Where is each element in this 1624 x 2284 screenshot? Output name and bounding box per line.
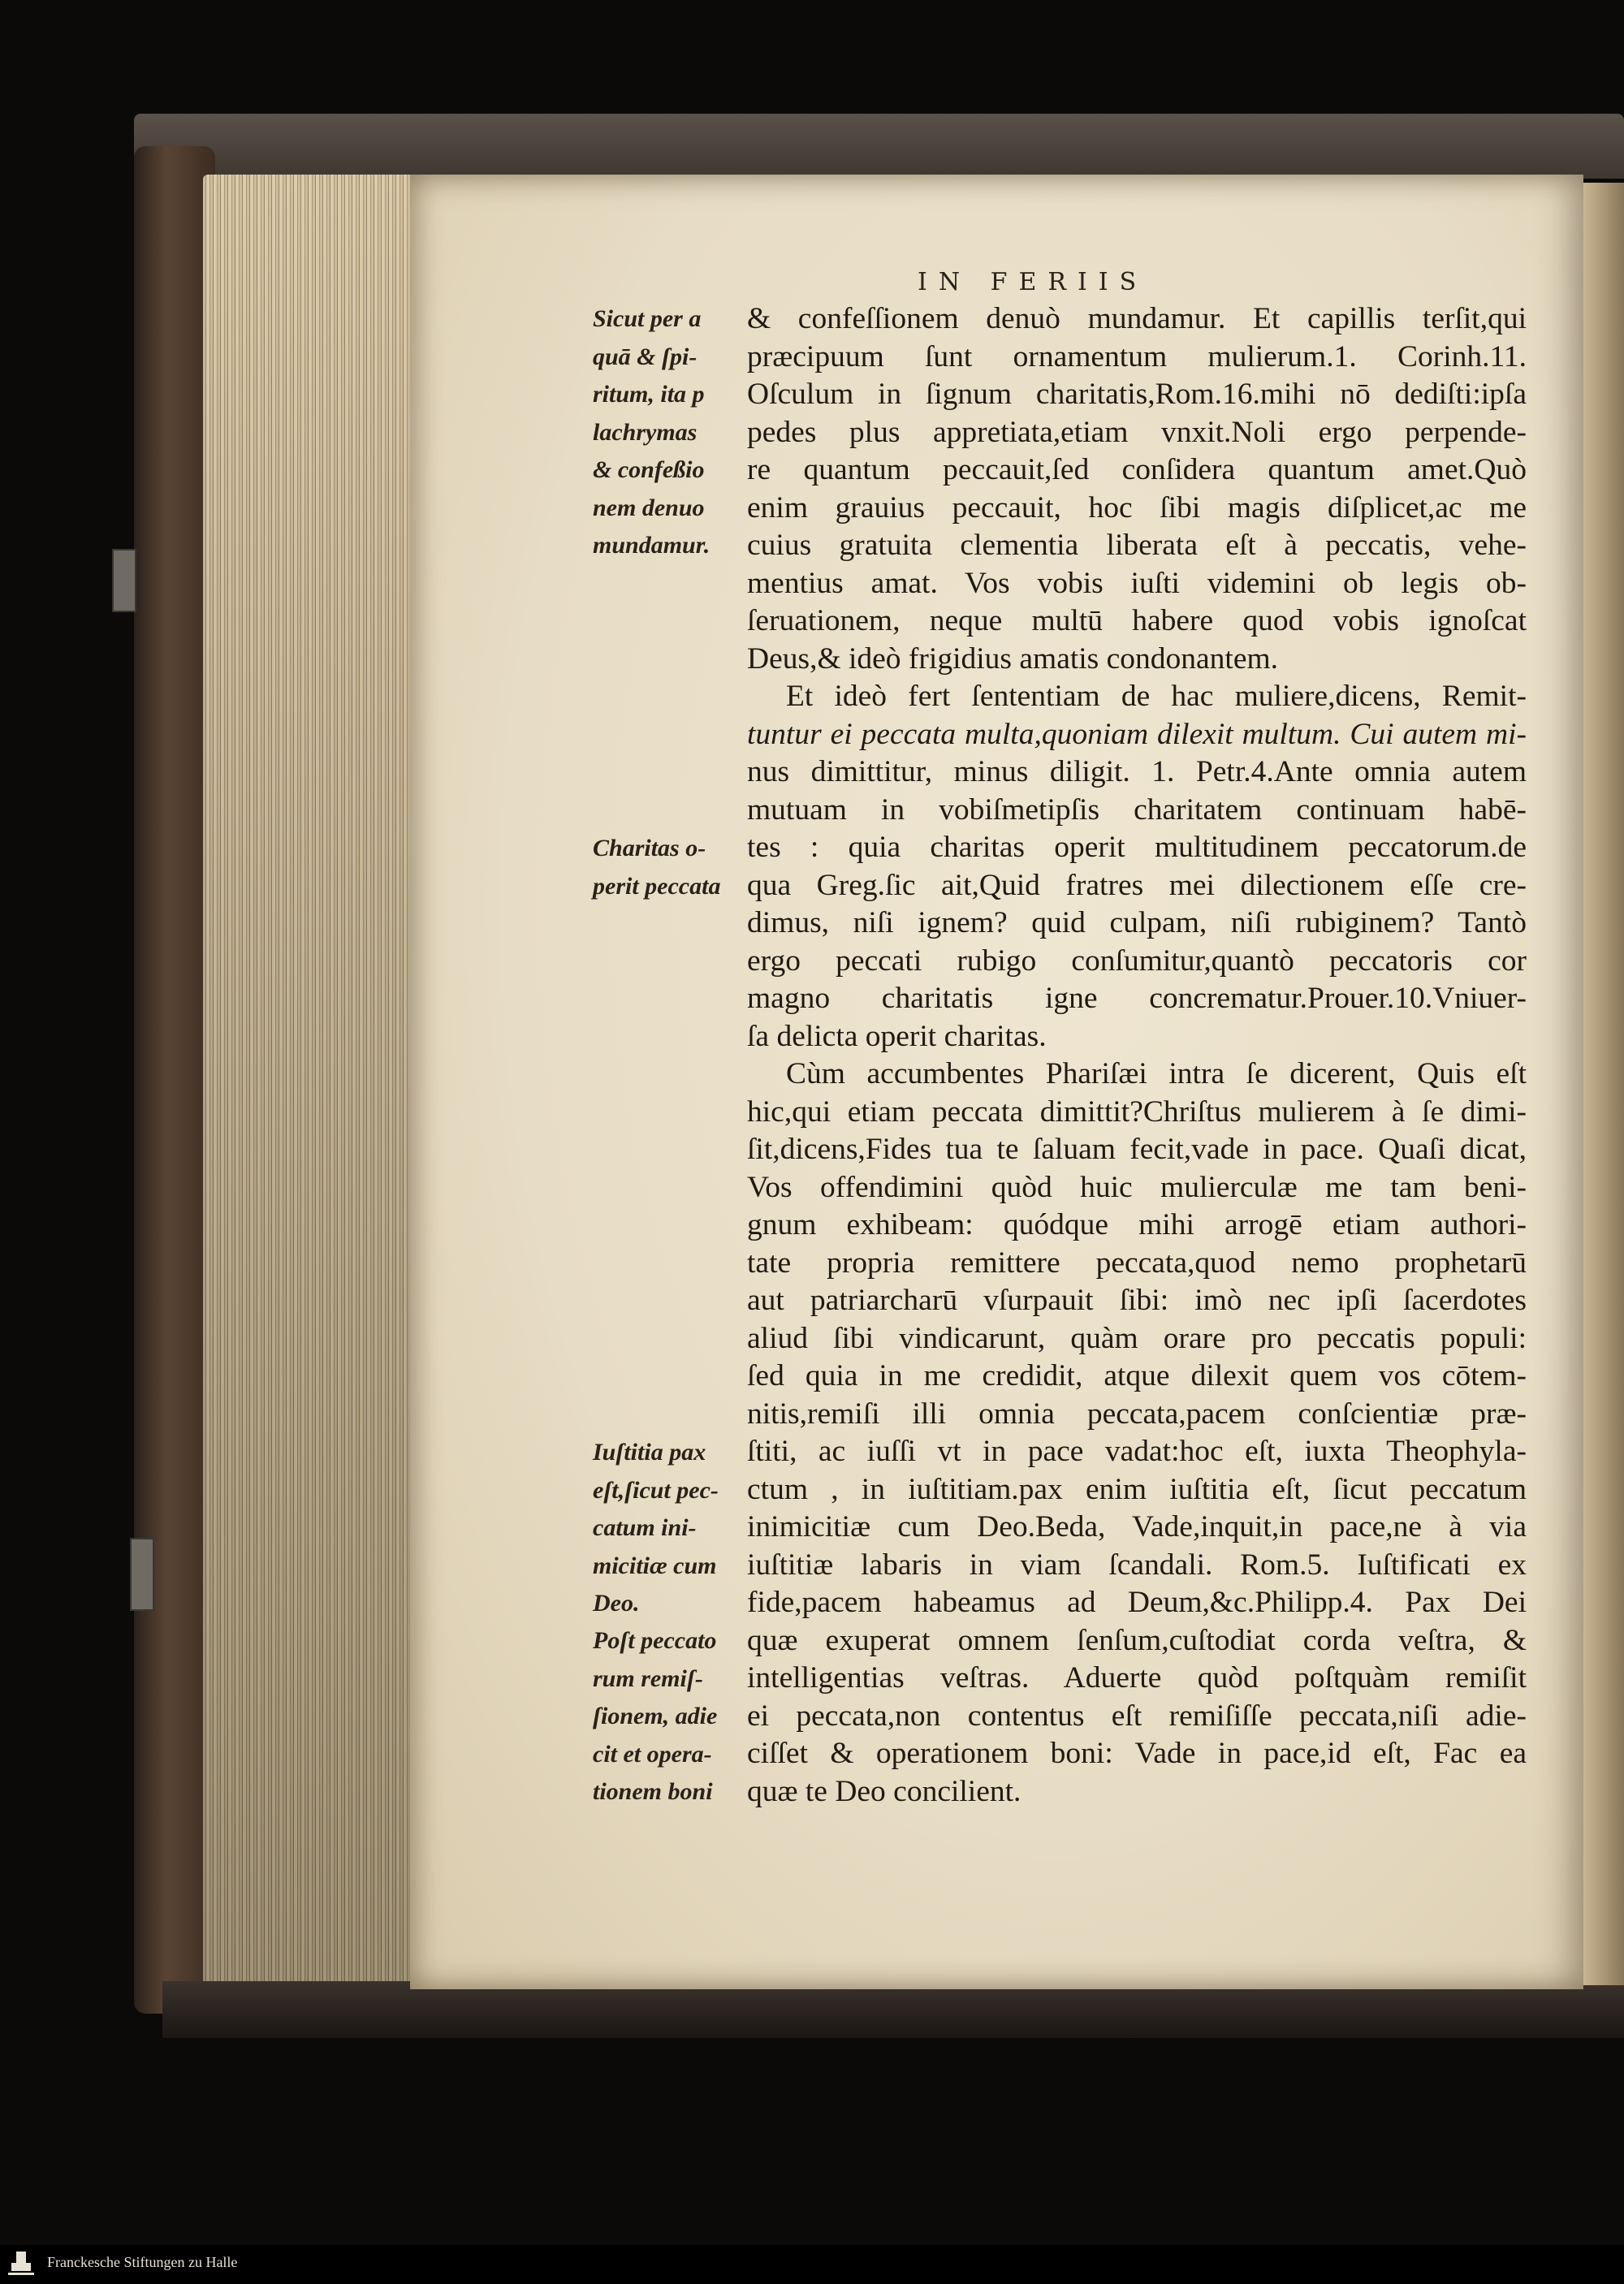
text-line: ſtiti, ac iuſſi vt in pace vadat:hoc eſt, iuxta Theophyla-: [747, 1435, 1527, 1468]
text-line: hic,qui etiam peccata dimittit?Chriſtus mulierem à ſe dimi-: [747, 1095, 1527, 1129]
text-line: qua Greg.ſic ait,Quid fratres mei dilectionem eſſe cre-: [747, 868, 1527, 902]
text-line: re quantum peccauit,ſed conſidera quantum amet.Quò: [747, 453, 1527, 486]
text-line: & confeſſionem denuò mundamur. Et capillis terſit,qui: [747, 302, 1527, 335]
marginal-line: mundamur.: [593, 532, 710, 559]
marginal-line: ritum, ita p: [593, 381, 705, 408]
marginal-line: nem denuo: [593, 494, 705, 521]
marginal-line: rum remiſ-: [593, 1664, 703, 1692]
marginal-line: Poſt peccato: [593, 1627, 717, 1654]
text-line: tes : quia charitas operit multitudinem peccatorum.de: [747, 831, 1527, 864]
text-line: ctum , in iuſtitiam.pax enim iuſtitia eſt, ſicut peccatum: [747, 1472, 1527, 1506]
text-line: dimus, niſi ignem? quid culpam, niſi rubiginem? Tantò: [747, 906, 1527, 939]
text-line: aut patriarcharū vſurpauit ſibi: imò nec ipſi ſacerdotes: [747, 1284, 1527, 1317]
marginal-line: quā & ſpi-: [593, 343, 698, 370]
text-line: quæ exuperat omnem ſenſum,cuſtodiat corda veſtra, &: [747, 1623, 1527, 1657]
marginal-line: Sicut per a: [593, 305, 702, 332]
text-line: magno charitatis igne concrematur.Prouer.10.Vniuer-: [747, 982, 1527, 1015]
text-line: Cùm accumbentes Phariſæi intra ſe dicerent, Quis eſt: [786, 1057, 1527, 1090]
book-cover-top: [134, 114, 1624, 179]
marginal-line: perit peccata: [593, 872, 721, 900]
text-line: nitis,remiſi illi omnia peccata,pacem conſcientiæ præ-: [747, 1397, 1527, 1431]
text-line: præcipuum ſunt ornamentum mulierum.1. Corinh.11.: [747, 339, 1527, 373]
text-line: gnum exhibeam: quódque mihi arrogē etiam authori-: [747, 1208, 1527, 1241]
marginal-line: lachrymas: [593, 418, 698, 446]
text-line: ſit,dicens,Fides tua te ſaluam fecit,vade in pace. Quaſi dicat,: [747, 1133, 1527, 1166]
text-line: nus dimittitur, minus diligit. 1. Petr.4.Ante omnia autem: [747, 755, 1527, 788]
text-line: ciſſet & operationem boni: Vade in pace,id eſt, Fac ea: [747, 1737, 1527, 1770]
marginal-line: & confeßio: [593, 456, 705, 483]
running-head: IN FERIIS: [918, 268, 1148, 296]
book-cover-bottom: [162, 1981, 1624, 2038]
marginal-line: tionem boni: [593, 1778, 713, 1805]
marginal-line: catum ini-: [593, 1514, 697, 1541]
marginal-line: ſionem, adie: [593, 1703, 718, 1729]
marginal-line: cit et opera-: [593, 1740, 712, 1768]
text-line: tuntur ei peccata multa,quoniam dilexit multum. Cui autem mi-: [747, 717, 1527, 751]
text-line: Vos offendimini quòd huic mulierculæ me tam beni-: [747, 1170, 1527, 1204]
text-line: fide,pacem habeamus ad Deum,&c.Philipp.4. Pax Dei: [747, 1586, 1527, 1619]
marginal-note-4: [593, 1622, 747, 1811]
text-line: mutuam in vobiſmetipſis charitatem continuam habē-: [747, 792, 1527, 827]
marginal-line: eſt,ſicut pec-: [593, 1476, 719, 1504]
text-line: aliud ſibi vindicarunt, quàm orare pro peccatis populi:: [747, 1321, 1527, 1355]
clasp-upper: [112, 549, 136, 612]
viewer-footer: [0, 2245, 1624, 2284]
text-line: inimicitiæ cum Deo.Beda, Vade,inquit,in pace,ne à via: [747, 1510, 1527, 1544]
marginal-note-1: [593, 300, 747, 565]
text-line: Et ideò fert ſententiam de hac muliere,dicens, Remit-: [786, 680, 1527, 713]
institution-name: Franckesche Stiftungen zu Halle: [47, 2254, 238, 2270]
text-line: ſeruationem, neque multū habere quod vobis ignoſcat: [747, 604, 1527, 637]
text-line: Deus,& ideò frigidius amatis condonantem.: [747, 641, 1279, 676]
text-line: mentius amat. Vos vobis iuſti videmini ob legis ob-: [747, 566, 1527, 600]
text-line: Oſculum in ſignum charitatis,Rom.16.mihi nō dediſti:ipſa: [747, 378, 1527, 411]
institution-logo-icon: [5, 2250, 37, 2279]
body-text: [747, 300, 1527, 1811]
text-line: ſa delicta operit charitas.: [747, 1019, 1047, 1053]
text-line: cuius gratuita clementia liberata eſt à peccatis, vehe-: [747, 529, 1527, 562]
text-line: ſed quia in me credidit, atque dilexit quem vos cōtem-: [747, 1359, 1527, 1392]
text-line: intelligentias veſtras. Aduerte quòd poſtquàm remiſit: [747, 1661, 1527, 1695]
marginal-line: Charitas o-: [593, 835, 706, 861]
marginal-line: Iuſtitia pax: [593, 1439, 706, 1466]
text-line: enim grauius peccauit, hoc ſibi magis diſplicet,ac me: [747, 490, 1527, 525]
marginal-note-2: [593, 830, 747, 905]
page-stack-shade: [203, 175, 414, 1989]
page-edge-right: [1582, 183, 1624, 1985]
text-line: pedes plus appretiata,etiam vnxit.Noli ergo perpende-: [747, 415, 1527, 449]
text-line: quæ te Deo concilient.: [747, 1774, 1021, 1808]
marginal-line: micitiæ cum: [593, 1552, 717, 1579]
clasp-lower: [130, 1538, 154, 1611]
text-line: iuſtitiæ labaris in viam ſcandali. Rom.5. Iuſtificati ex: [747, 1548, 1527, 1582]
text-line: tate propria remittere peccata,quod nemo prophetarū: [747, 1246, 1527, 1280]
text-line: ergo peccati rubigo conſumitur,quantò peccatoris cor: [747, 943, 1527, 978]
marginal-line: Deo.: [593, 1590, 640, 1617]
text-line: ei peccata,non contentus eſt remiſiſſe peccata,niſi adie-: [747, 1699, 1527, 1733]
marginal-note-3: [593, 1434, 747, 1623]
